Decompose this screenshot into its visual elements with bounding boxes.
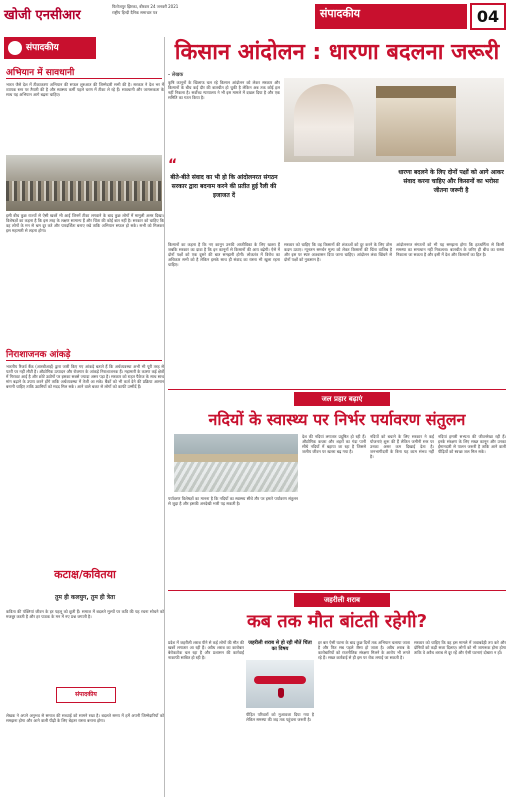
page-number: 04	[470, 3, 506, 30]
crowd-photo	[6, 155, 162, 211]
article-text: लेखक ने अपने अनुभव से समाज की सच्चाई को सामने रखा है। बदलते समय में हमें अपनी जिम्मेदारियों को समझना होगा और आने वाली पीढ़ी के लिए बेहतर रास्ता बनाना होगा।	[6, 713, 164, 723]
quote-mark-icon: “	[168, 157, 178, 173]
pull-quote: जहरीली शराब से हो रही मौतें चिंता का विषय	[248, 640, 312, 652]
article-text: नदियों को बचाने के लिए सरकार ने कई योजनाएं शुरू की हैं लेकिन जमीनी स्तर पर उनका असर कम दिखाई देता है। जनभागीदारी के बिना यह काम संभव नहीं है।	[370, 434, 434, 459]
pull-quote-secondary: धारणा बदलने के लिए दोनों पक्षों को आगे आकर संवाद करना चाहिए और किसानों का भरोसा जीतना जरूरी है	[398, 169, 504, 194]
person-silhouette	[294, 84, 354, 156]
article-heading: अभियान में सावधानी	[6, 68, 75, 78]
kicker-band: जहरीली शराब	[294, 593, 390, 607]
article-text: पीड़ित परिवारों को मुआवजा दिया गया है लेकिन समस्या की जड़ तक पहुंचना जरूरी है।	[246, 712, 314, 722]
article-text: हर बार ऐसी घटना के बाद कुछ दिनों तक अभियान चलाया जाता है और फिर सब पहले जैसा हो जाता है। अवैध शराब के कारोबारियों को राजनीतिक संरक्षण मिलने के आरोप भी लगते रहे हैं। सख्त कार्रवाई से ही इस पर रोक लगाई जा सकती है।	[318, 640, 410, 660]
poem-text: कविता की पंक्तियां जीवन के हर पहलू को छूती हैं। समाज में बदलते मूल्यों पर कवि की यह रचना सोचने को मजबूर करती है और हर पाठक के मन में नए प्रश्न जगाती है।	[6, 609, 164, 619]
drip-drop	[278, 688, 284, 698]
article-text: देश की नदियां लगातार प्रदूषित हो रही हैं। औद्योगिक कचरा और शहरों का गंदा पानी सीधे नदियों में बहाया जा रहा है जिससे जलीय जीवन पर खतरा बढ़ गया है।	[302, 434, 366, 454]
left-column	[4, 37, 164, 797]
column-label: संपादकीय	[56, 687, 116, 703]
crowd-photo-people	[6, 181, 162, 201]
article-text: पर्यावरण विशेषज्ञों का मानना है कि नदियों का स्वास्थ्य सीधे तौर पर हमारे पर्यावरण संतुलन से जुड़ा है और इसकी अनदेखी भारी पड़ सकती है।	[168, 496, 298, 506]
masthead	[0, 0, 508, 33]
section-title: संपादकीय	[320, 7, 361, 20]
poem-title: तुम ही कलयुग, तुम ही त्रेता	[54, 594, 116, 601]
article-text: भारतीय रिजर्व बैंक (आरबीआई) द्वारा जारी किए गए आंकड़े बताते हैं कि अर्थव्यवस्था अभी भी पूरी तरह से पटरी पर नहीं लौटी है। औद्योगिक उत्पादन और रोजगार के आंकड़े निराशाजनक हैं। महामारी के कारण कई क्षेत्रों में गिरावट आई है और छोटे उद्योगों पर इसका सबसे ज्यादा असर पड़ा है। सरकार को राहत पैकेज के साथ साथ मांग बढ़ाने के उपाय करने होंगे ताकि अर्थव्यवस्था में तेजी आ सके। बैंकों को भी कर्ज देने की प्रक्रिया आसान बनानी चाहिए ताकि उद्यमियों को मदद मिल सके। आने वाले बजट से लोगों को काफी उम्मीदें हैं।	[6, 364, 164, 389]
section-divider	[168, 590, 506, 591]
divider	[6, 78, 162, 79]
masthead-date: फिरोजपुर झिरका, बीरवार 24 जनवरी 2021	[112, 4, 179, 9]
section-tag-icon	[8, 41, 22, 55]
article-text: इसी बीच कुछ राज्यों से ऐसी खबरें भी आईं जिनमें टीका लगवाने के बाद कुछ लोगों में मामूली असर दिखा। विशेषज्ञों का कहना है कि इस तरह के लक्षण सामान्य हैं और चिंता की कोई बात नहीं है। सरकार को चाहिए कि वह लोगों के मन से भ्रम दूर करे और पारदर्शिता बनाए रखे ताकि अभियान सफल हो सके। सभी को मिलकर इस महामारी से लड़ना होगा।	[6, 213, 164, 233]
drip-tube	[254, 676, 306, 684]
article-text: कृषि कानूनों के खिलाफ चल रहे किसान आंदोलन को लेकर सरकार और किसानों के बीच कई दौर की बातचीत हो चुकी है लेकिन अब तक कोई हल नहीं निकला है। सर्वोच्च न्यायालय ने भी इस मामले में दखल दिया है और एक समिति का गठन किया है।	[168, 80, 280, 100]
masthead-tagline: राष्ट्रीय हिन्दी दैनिक समाचार पत्र	[112, 10, 158, 15]
article-text: आंदोलनरत संगठनों को भी यह समझना होगा कि हठधर्मिता से किसी समस्या का समाधान नहीं निकलता। बातचीत के जरिए ही बीच का रास्ता निकाला जा सकता है और इसी में देश और किसानों का हित है।	[396, 242, 504, 257]
river-photo	[174, 434, 298, 492]
iv-drip-photo	[246, 660, 314, 708]
river-water	[174, 462, 298, 492]
column-divider	[164, 37, 165, 797]
river-bank	[174, 454, 298, 462]
article-text: प्रदेश में जहरीली शराब पीने से कई लोगों की मौत की खबरें लगातार आ रही हैं। अवैध शराब का कारोबार बेरोकटोक चल रहा है और प्रशासन की कार्रवाई नाकाफी साबित हो रही है।	[168, 640, 244, 660]
section-tag	[4, 37, 96, 59]
newspaper-logo: खोजी एनसीआर	[4, 8, 81, 23]
column-banner-label: कटाक्ष/कवितया	[54, 568, 116, 581]
main-headline: किसान आंदोलन : धारणा बदलना जरूरी	[174, 40, 500, 65]
pull-quote	[168, 154, 280, 238]
article-heading: निराशाजनक आंकड़े	[6, 350, 71, 360]
kicker-band: जल प्रहार बढ़ाएं	[294, 392, 390, 406]
pull-quote-text: बीते-बीते संवाद का भी हो कि आंदोलनरत संगठन सरकार द्वारा बदनाम करने की प्रतीत हुई रैली की इजाजत दें	[170, 174, 278, 199]
section-tag-label: संपादकीय	[26, 43, 59, 53]
court-building	[376, 86, 456, 156]
column-banner	[6, 564, 164, 586]
article-headline: नदियों के स्वास्थ्य पर निर्भर पर्यावरण संतुलन	[208, 410, 466, 429]
section-divider	[168, 389, 506, 390]
masthead-info	[112, 4, 312, 16]
article-headline: कब तक मौत बांटती रहेगी?	[246, 611, 428, 632]
article-text: नदियां हमारी सभ्यता की जीवनरेखा रही हैं। इनके संरक्षण के लिए सख्त कानून और उनका ईमानदारी से पालन जरूरी है ताकि आने वाली पीढ़ियों को स्वच्छ जल मिल सके।	[438, 434, 506, 454]
article-text: सरकार को चाहिए कि वह इस मामले में जवाबदेही तय करे और दोषियों को कड़ी सजा दिलाए। लोगों को भी जागरूक होना होगा ताकि वे अवैध शराब से दूर रहें और ऐसी घटनाएं दोबारा न हों।	[414, 640, 506, 655]
article-text: किसानों का कहना है कि नए कानून उनकी आजीविका के लिए खतरा हैं जबकि सरकार का दावा है कि इन कानूनों से किसानों की आय बढ़ेगी। ऐसे में दोनों पक्षों को एक दूसरे की बात समझनी होगी। लोकतंत्र में विरोध का अधिकार सभी को है लेकिन इसके साथ ही संवाद का रास्ता भी खुला रहना चाहिए।	[168, 242, 280, 267]
byline: - लेखक	[168, 72, 184, 78]
divider	[6, 360, 162, 361]
article-text: भारत जैसे देश में टीकाकरण अभियान की सफल शुरुआत की जिम्मेदारी सभी की है। सरकार ने देश भर में व्यापक स्तर पर तैयारी की है और स्वास्थ्य कर्मी पहले चरण में टीका ले रहे हैं। सावधानी और जागरूकता के साथ यह अभियान आगे बढ़ना चाहिए।	[6, 82, 164, 97]
article-text: सरकार को चाहिए कि वह किसानों की शंकाओं को दूर करने के लिए ठोस कदम उठाए। न्यूनतम समर्थन मूल्य को लेकर किसानों की चिंता वाजिब है और इस पर स्पष्ट आश्वासन दिया जाना चाहिए। आंदोलन लंबा खिंचने से दोनों पक्षों को नुकसान है।	[284, 242, 392, 262]
supreme-court-photo	[284, 78, 504, 162]
